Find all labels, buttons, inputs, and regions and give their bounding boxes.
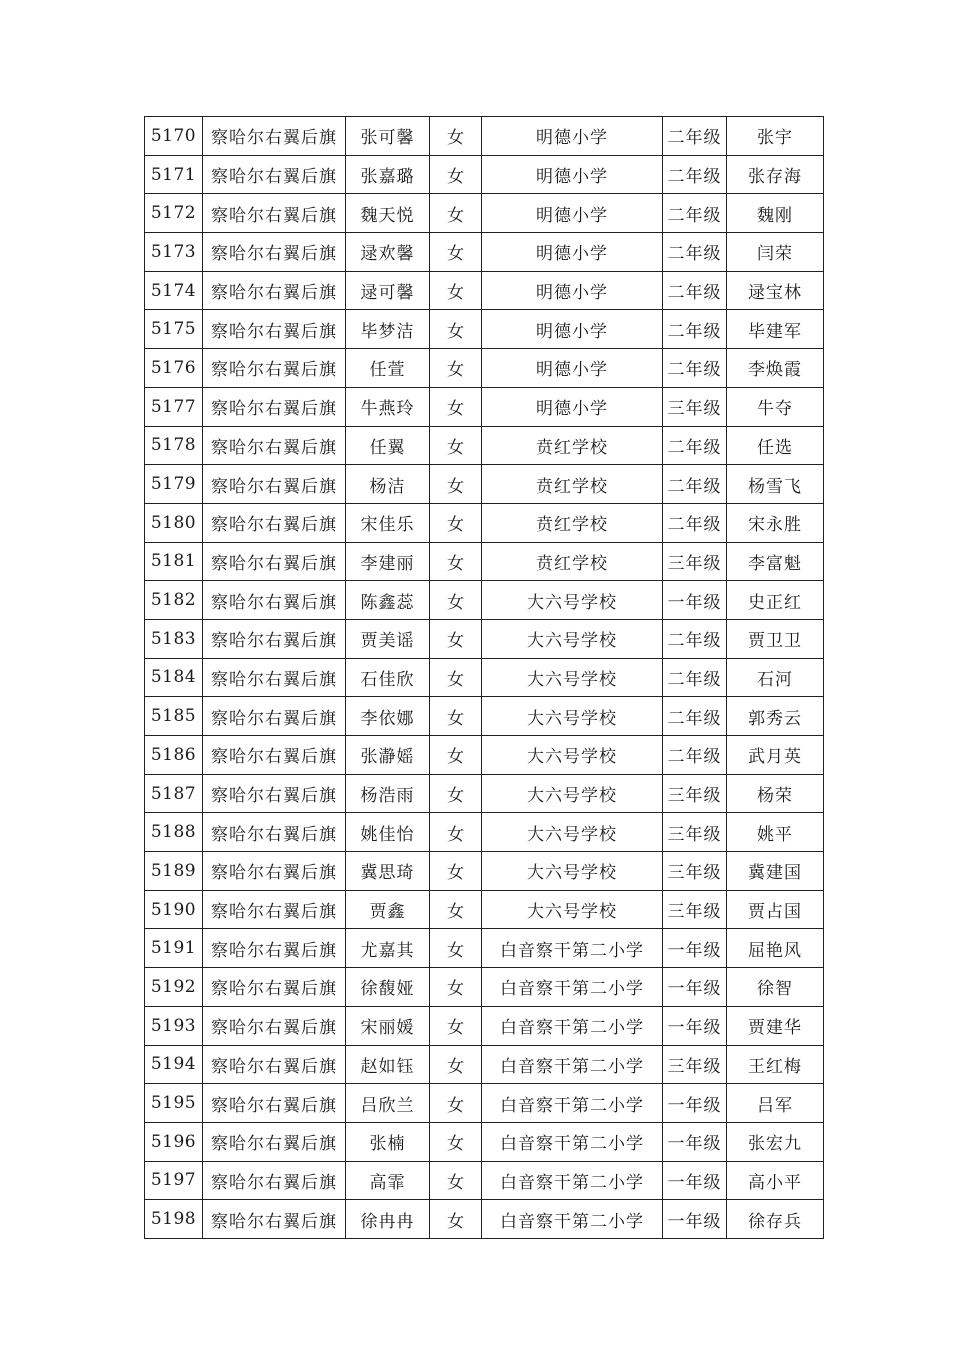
- student-name: 徐冉冉: [346, 1200, 430, 1239]
- guardian-name: 闫荣: [727, 233, 824, 272]
- row-number: 5170: [145, 117, 203, 156]
- region-cell: 察哈尔右翼后旗: [203, 1161, 346, 1200]
- guardian-name: 魏刚: [727, 194, 824, 233]
- school-name: 贲红学校: [482, 503, 663, 542]
- student-name: 任萱: [346, 349, 430, 388]
- table-row: [145, 542, 824, 581]
- school-name: 大六号学校: [482, 697, 663, 736]
- region-cell: 察哈尔右翼后旗: [203, 194, 346, 233]
- gender-cell: 女: [430, 890, 482, 929]
- school-name: 明德小学: [482, 233, 663, 272]
- school-name: 白音察干第二小学: [482, 1200, 663, 1239]
- guardian-name: 张宇: [727, 117, 824, 156]
- table-row: [145, 774, 824, 813]
- guardian-name: 吕军: [727, 1084, 824, 1123]
- table-row: [145, 465, 824, 504]
- school-name: 大六号学校: [482, 658, 663, 697]
- student-name: 宋丽媛: [346, 1006, 430, 1045]
- guardian-name: 任选: [727, 426, 824, 465]
- grade-cell: 一年级: [663, 1084, 727, 1123]
- row-number: 5196: [145, 1122, 203, 1161]
- student-name: 逯欢馨: [346, 233, 430, 272]
- student-name: 姚佳怡: [346, 813, 430, 852]
- gender-cell: 女: [430, 503, 482, 542]
- table-row: [145, 194, 824, 233]
- grade-cell: 一年级: [663, 1200, 727, 1239]
- school-name: 明德小学: [482, 387, 663, 426]
- grade-cell: 二年级: [663, 503, 727, 542]
- region-cell: 察哈尔右翼后旗: [203, 117, 346, 156]
- gender-cell: 女: [430, 155, 482, 194]
- grade-cell: 二年级: [663, 736, 727, 775]
- guardian-name: 张存海: [727, 155, 824, 194]
- gender-cell: 女: [430, 1006, 482, 1045]
- guardian-name: 姚平: [727, 813, 824, 852]
- guardian-name: 王红梅: [727, 1045, 824, 1084]
- table-row: [145, 349, 824, 388]
- school-name: 白音察干第二小学: [482, 968, 663, 1007]
- grade-cell: 一年级: [663, 1006, 727, 1045]
- student-name: 宋佳乐: [346, 503, 430, 542]
- student-name: 李建丽: [346, 542, 430, 581]
- student-name: 逯可馨: [346, 271, 430, 310]
- gender-cell: 女: [430, 736, 482, 775]
- grade-cell: 三年级: [663, 774, 727, 813]
- guardian-name: 冀建国: [727, 852, 824, 891]
- table-row: [145, 929, 824, 968]
- gender-cell: 女: [430, 271, 482, 310]
- student-name: 吕欣兰: [346, 1084, 430, 1123]
- school-name: 白音察干第二小学: [482, 1045, 663, 1084]
- grade-cell: 二年级: [663, 117, 727, 156]
- gender-cell: 女: [430, 968, 482, 1007]
- grade-cell: 一年级: [663, 929, 727, 968]
- region-cell: 察哈尔右翼后旗: [203, 310, 346, 349]
- table-row: [145, 1045, 824, 1084]
- region-cell: 察哈尔右翼后旗: [203, 890, 346, 929]
- grade-cell: 二年级: [663, 619, 727, 658]
- row-number: 5178: [145, 426, 203, 465]
- table-row: [145, 271, 824, 310]
- student-name: 魏天悦: [346, 194, 430, 233]
- grade-cell: 二年级: [663, 697, 727, 736]
- table-row: [145, 1161, 824, 1200]
- row-number: 5198: [145, 1200, 203, 1239]
- student-name: 徐馥娅: [346, 968, 430, 1007]
- table-row: [145, 852, 824, 891]
- guardian-name: 毕建军: [727, 310, 824, 349]
- grade-cell: 二年级: [663, 233, 727, 272]
- row-number: 5173: [145, 233, 203, 272]
- row-number: 5180: [145, 503, 203, 542]
- grade-cell: 三年级: [663, 813, 727, 852]
- gender-cell: 女: [430, 619, 482, 658]
- grade-cell: 三年级: [663, 890, 727, 929]
- gender-cell: 女: [430, 310, 482, 349]
- row-number: 5192: [145, 968, 203, 1007]
- region-cell: 察哈尔右翼后旗: [203, 503, 346, 542]
- guardian-name: 杨雪飞: [727, 465, 824, 504]
- row-number: 5175: [145, 310, 203, 349]
- school-name: 明德小学: [482, 194, 663, 233]
- gender-cell: 女: [430, 852, 482, 891]
- row-number: 5188: [145, 813, 203, 852]
- row-number: 5174: [145, 271, 203, 310]
- region-cell: 察哈尔右翼后旗: [203, 581, 346, 620]
- row-number: 5183: [145, 619, 203, 658]
- table-row: [145, 1122, 824, 1161]
- region-cell: 察哈尔右翼后旗: [203, 349, 346, 388]
- table-row: [145, 233, 824, 272]
- table-row: [145, 310, 824, 349]
- gender-cell: 女: [430, 1084, 482, 1123]
- guardian-name: 屈艳风: [727, 929, 824, 968]
- region-cell: 察哈尔右翼后旗: [203, 1084, 346, 1123]
- table-row: [145, 387, 824, 426]
- region-cell: 察哈尔右翼后旗: [203, 1006, 346, 1045]
- region-cell: 察哈尔右翼后旗: [203, 1045, 346, 1084]
- guardian-name: 徐存兵: [727, 1200, 824, 1239]
- gender-cell: 女: [430, 1045, 482, 1084]
- row-number: 5191: [145, 929, 203, 968]
- gender-cell: 女: [430, 581, 482, 620]
- guardian-name: 张宏九: [727, 1122, 824, 1161]
- grade-cell: 二年级: [663, 465, 727, 504]
- school-name: 大六号学校: [482, 619, 663, 658]
- table-row: [145, 813, 824, 852]
- table-row: [145, 503, 824, 542]
- table-row: [145, 155, 824, 194]
- gender-cell: 女: [430, 929, 482, 968]
- guardian-name: 贾建华: [727, 1006, 824, 1045]
- row-number: 5194: [145, 1045, 203, 1084]
- row-number: 5197: [145, 1161, 203, 1200]
- school-name: 贲红学校: [482, 465, 663, 504]
- grade-cell: 二年级: [663, 271, 727, 310]
- gender-cell: 女: [430, 774, 482, 813]
- table-row: [145, 1200, 824, 1239]
- school-name: 贲红学校: [482, 542, 663, 581]
- region-cell: 察哈尔右翼后旗: [203, 426, 346, 465]
- region-cell: 察哈尔右翼后旗: [203, 155, 346, 194]
- guardian-name: 李焕霞: [727, 349, 824, 388]
- region-cell: 察哈尔右翼后旗: [203, 813, 346, 852]
- row-number: 5177: [145, 387, 203, 426]
- student-name: 张楠: [346, 1122, 430, 1161]
- guardian-name: 逯宝林: [727, 271, 824, 310]
- student-name: 李依娜: [346, 697, 430, 736]
- student-name: 张可馨: [346, 117, 430, 156]
- guardian-name: 高小平: [727, 1161, 824, 1200]
- row-number: 5172: [145, 194, 203, 233]
- guardian-name: 徐智: [727, 968, 824, 1007]
- student-name: 石佳欣: [346, 658, 430, 697]
- table-row: [145, 890, 824, 929]
- school-name: 明德小学: [482, 117, 663, 156]
- gender-cell: 女: [430, 542, 482, 581]
- gender-cell: 女: [430, 1200, 482, 1239]
- grade-cell: 一年级: [663, 1161, 727, 1200]
- student-name: 任翼: [346, 426, 430, 465]
- school-name: 大六号学校: [482, 813, 663, 852]
- student-name: 张瀞媱: [346, 736, 430, 775]
- student-name: 贾美谣: [346, 619, 430, 658]
- school-name: 明德小学: [482, 271, 663, 310]
- student-name: 毕梦洁: [346, 310, 430, 349]
- table-row: [145, 581, 824, 620]
- region-cell: 察哈尔右翼后旗: [203, 619, 346, 658]
- row-number: 5176: [145, 349, 203, 388]
- region-cell: 察哈尔右翼后旗: [203, 658, 346, 697]
- school-name: 大六号学校: [482, 890, 663, 929]
- school-name: 贲红学校: [482, 426, 663, 465]
- gender-cell: 女: [430, 194, 482, 233]
- grade-cell: 三年级: [663, 1045, 727, 1084]
- row-number: 5187: [145, 774, 203, 813]
- table-row: [145, 426, 824, 465]
- grade-cell: 一年级: [663, 968, 727, 1007]
- school-name: 大六号学校: [482, 581, 663, 620]
- gender-cell: 女: [430, 658, 482, 697]
- row-number: 5185: [145, 697, 203, 736]
- roster-page: [144, 116, 824, 1239]
- student-name: 高霏: [346, 1161, 430, 1200]
- guardian-name: 牛夺: [727, 387, 824, 426]
- grade-cell: 一年级: [663, 1122, 727, 1161]
- school-name: 白音察干第二小学: [482, 1006, 663, 1045]
- guardian-name: 石河: [727, 658, 824, 697]
- gender-cell: 女: [430, 1161, 482, 1200]
- region-cell: 察哈尔右翼后旗: [203, 1122, 346, 1161]
- student-roster-table: [144, 116, 824, 1239]
- table-row: [145, 1006, 824, 1045]
- region-cell: 察哈尔右翼后旗: [203, 968, 346, 1007]
- student-name: 杨洁: [346, 465, 430, 504]
- guardian-name: 宋永胜: [727, 503, 824, 542]
- guardian-name: 李富魁: [727, 542, 824, 581]
- region-cell: 察哈尔右翼后旗: [203, 852, 346, 891]
- guardian-name: 史正红: [727, 581, 824, 620]
- table-row: [145, 619, 824, 658]
- row-number: 5171: [145, 155, 203, 194]
- student-name: 贾鑫: [346, 890, 430, 929]
- school-name: 明德小学: [482, 310, 663, 349]
- gender-cell: 女: [430, 233, 482, 272]
- student-name: 尤嘉其: [346, 929, 430, 968]
- grade-cell: 二年级: [663, 426, 727, 465]
- student-name: 陈鑫蕊: [346, 581, 430, 620]
- school-name: 明德小学: [482, 349, 663, 388]
- region-cell: 察哈尔右翼后旗: [203, 465, 346, 504]
- row-number: 5190: [145, 890, 203, 929]
- region-cell: 察哈尔右翼后旗: [203, 736, 346, 775]
- region-cell: 察哈尔右翼后旗: [203, 774, 346, 813]
- school-name: 大六号学校: [482, 774, 663, 813]
- roster-body: [145, 117, 824, 1239]
- table-row: [145, 658, 824, 697]
- school-name: 白音察干第二小学: [482, 929, 663, 968]
- student-name: 杨浩雨: [346, 774, 430, 813]
- region-cell: 察哈尔右翼后旗: [203, 542, 346, 581]
- gender-cell: 女: [430, 349, 482, 388]
- gender-cell: 女: [430, 697, 482, 736]
- guardian-name: 贾卫卫: [727, 619, 824, 658]
- row-number: 5181: [145, 542, 203, 581]
- row-number: 5179: [145, 465, 203, 504]
- region-cell: 察哈尔右翼后旗: [203, 929, 346, 968]
- grade-cell: 三年级: [663, 542, 727, 581]
- table-row: [145, 697, 824, 736]
- region-cell: 察哈尔右翼后旗: [203, 1200, 346, 1239]
- grade-cell: 三年级: [663, 387, 727, 426]
- region-cell: 察哈尔右翼后旗: [203, 387, 346, 426]
- school-name: 大六号学校: [482, 852, 663, 891]
- gender-cell: 女: [430, 465, 482, 504]
- grade-cell: 三年级: [663, 852, 727, 891]
- school-name: 白音察干第二小学: [482, 1084, 663, 1123]
- row-number: 5195: [145, 1084, 203, 1123]
- grade-cell: 二年级: [663, 349, 727, 388]
- school-name: 明德小学: [482, 155, 663, 194]
- student-name: 张嘉璐: [346, 155, 430, 194]
- school-name: 大六号学校: [482, 736, 663, 775]
- gender-cell: 女: [430, 813, 482, 852]
- grade-cell: 二年级: [663, 658, 727, 697]
- table-row: [145, 1084, 824, 1123]
- row-number: 5189: [145, 852, 203, 891]
- guardian-name: 贾占国: [727, 890, 824, 929]
- region-cell: 察哈尔右翼后旗: [203, 697, 346, 736]
- school-name: 白音察干第二小学: [482, 1161, 663, 1200]
- school-name: 白音察干第二小学: [482, 1122, 663, 1161]
- guardian-name: 杨荣: [727, 774, 824, 813]
- student-name: 冀思琦: [346, 852, 430, 891]
- table-row: [145, 736, 824, 775]
- region-cell: 察哈尔右翼后旗: [203, 233, 346, 272]
- student-name: 牛燕玲: [346, 387, 430, 426]
- guardian-name: 武月英: [727, 736, 824, 775]
- gender-cell: 女: [430, 426, 482, 465]
- grade-cell: 二年级: [663, 155, 727, 194]
- row-number: 5193: [145, 1006, 203, 1045]
- grade-cell: 二年级: [663, 310, 727, 349]
- row-number: 5184: [145, 658, 203, 697]
- grade-cell: 一年级: [663, 581, 727, 620]
- row-number: 5186: [145, 736, 203, 775]
- guardian-name: 郭秀云: [727, 697, 824, 736]
- table-row: [145, 117, 824, 156]
- region-cell: 察哈尔右翼后旗: [203, 271, 346, 310]
- grade-cell: 二年级: [663, 194, 727, 233]
- row-number: 5182: [145, 581, 203, 620]
- gender-cell: 女: [430, 117, 482, 156]
- gender-cell: 女: [430, 387, 482, 426]
- table-row: [145, 968, 824, 1007]
- student-name: 赵如钰: [346, 1045, 430, 1084]
- gender-cell: 女: [430, 1122, 482, 1161]
